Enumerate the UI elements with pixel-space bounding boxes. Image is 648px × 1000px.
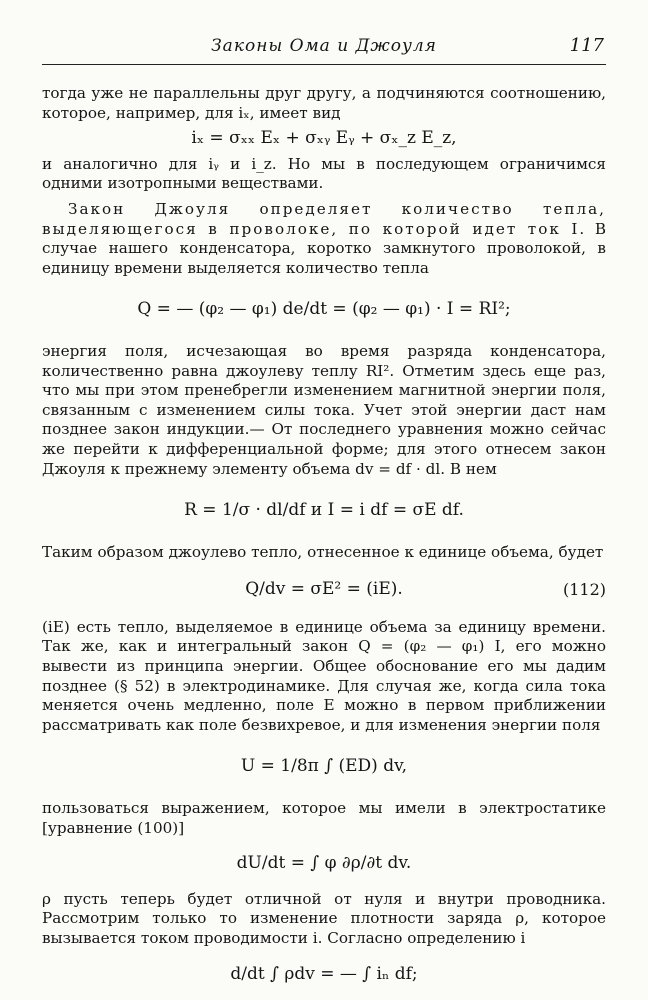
paragraph-7: пользоваться выражением, которое мы имели в электростатике [уравнение (100)]	[42, 799, 606, 837]
equation-energy-change: dU/dt = ∫ φ ∂ρ/∂t dv.	[236, 853, 412, 874]
running-title: Законы Ома и Джоуля	[211, 36, 437, 56]
joule-law-statement: Закон Джоуля определяет количество тепла, выделяющегося в проволоке, по которой идет ток I.	[42, 199, 606, 238]
equation-field-energy: U = 1/8π ∫ (ED) dv,	[240, 756, 408, 777]
equation-number: (112)	[562, 580, 606, 600]
paragraph-3-rest: В случае нашего конденсатора, коротко замкнутого проволокой, в единицу времени выделяется количество тепла	[42, 219, 607, 277]
equation-anisotropic-current: iₓ = σₓₓ Eₓ + σₓᵧ Eᵧ + σₓ_z E_z,	[191, 128, 457, 149]
equation-charge-continuity: d/dt ∫ ρdv = — ∫ iₙ df;	[230, 963, 418, 984]
paragraph-2: и аналогично для iᵧ и i_z. Но мы в последующем ограничимся одними изотропными веществами.	[42, 154, 606, 193]
page-body	[42, 84, 606, 984]
paragraph-6: (iE) есть тепло, выделяемое в единице объема за единицу времени. Так же, как и интегральный закон Q = (φ₂ — φ₁) I, его можно вывести из принципа энергии. Общее обоснование его мы дадим позднее (§ 52) в электродинамике. Для случая же, когда сила тока меняется очень медленно, поле E можно в первом приближении рассматривать как поле безвихревое, и для изменения энергии поля	[42, 617, 606, 734]
paragraph-5: Таким образом джоулево тепло, отнесенное к единице объема, будет	[42, 542, 604, 561]
paragraph-4: энергия поля, исчезающая во время разряда конденсатора, количественно равна джоулеву теплу RI². Отметим здесь еще раз, что мы при этом пренебрегли изменением магнитной энергии поля, связанным с изменением силы тока. Учет этой энергии даст нам позднее закон индукции.— От последнего уравнения можно сейчас же перейти к дифференциальной форме; для этого отнесем закон Джоуля к прежнему элементу объема dv = df · dl. В нем	[42, 341, 606, 478]
equation-112	[42, 580, 606, 600]
equation-joule-heat: Q = — (φ₂ — φ₁) de/dt = (φ₂ — φ₁) · I = RI²;	[137, 299, 511, 320]
paragraph-3	[42, 200, 606, 278]
paragraph-1: тогда уже не параллельны друг другу, а подчиняются соотношению, которое, например, для iₓ, имеет вид	[42, 84, 606, 122]
page-number: 117	[569, 35, 604, 56]
paragraph-8: ρ пусть теперь будет отличной от нуля и внутри проводника. Рассмотрим только то изменение плотности заряда ρ, которое вызывается током проводимости i. Согласно определению i	[42, 889, 606, 947]
equation-112-body: Q/dv = σE² = (iE).	[245, 579, 403, 600]
equation-resistance: R = 1/σ · dl/df и I = i df = σE df.	[184, 500, 464, 521]
page-header	[42, 30, 606, 65]
